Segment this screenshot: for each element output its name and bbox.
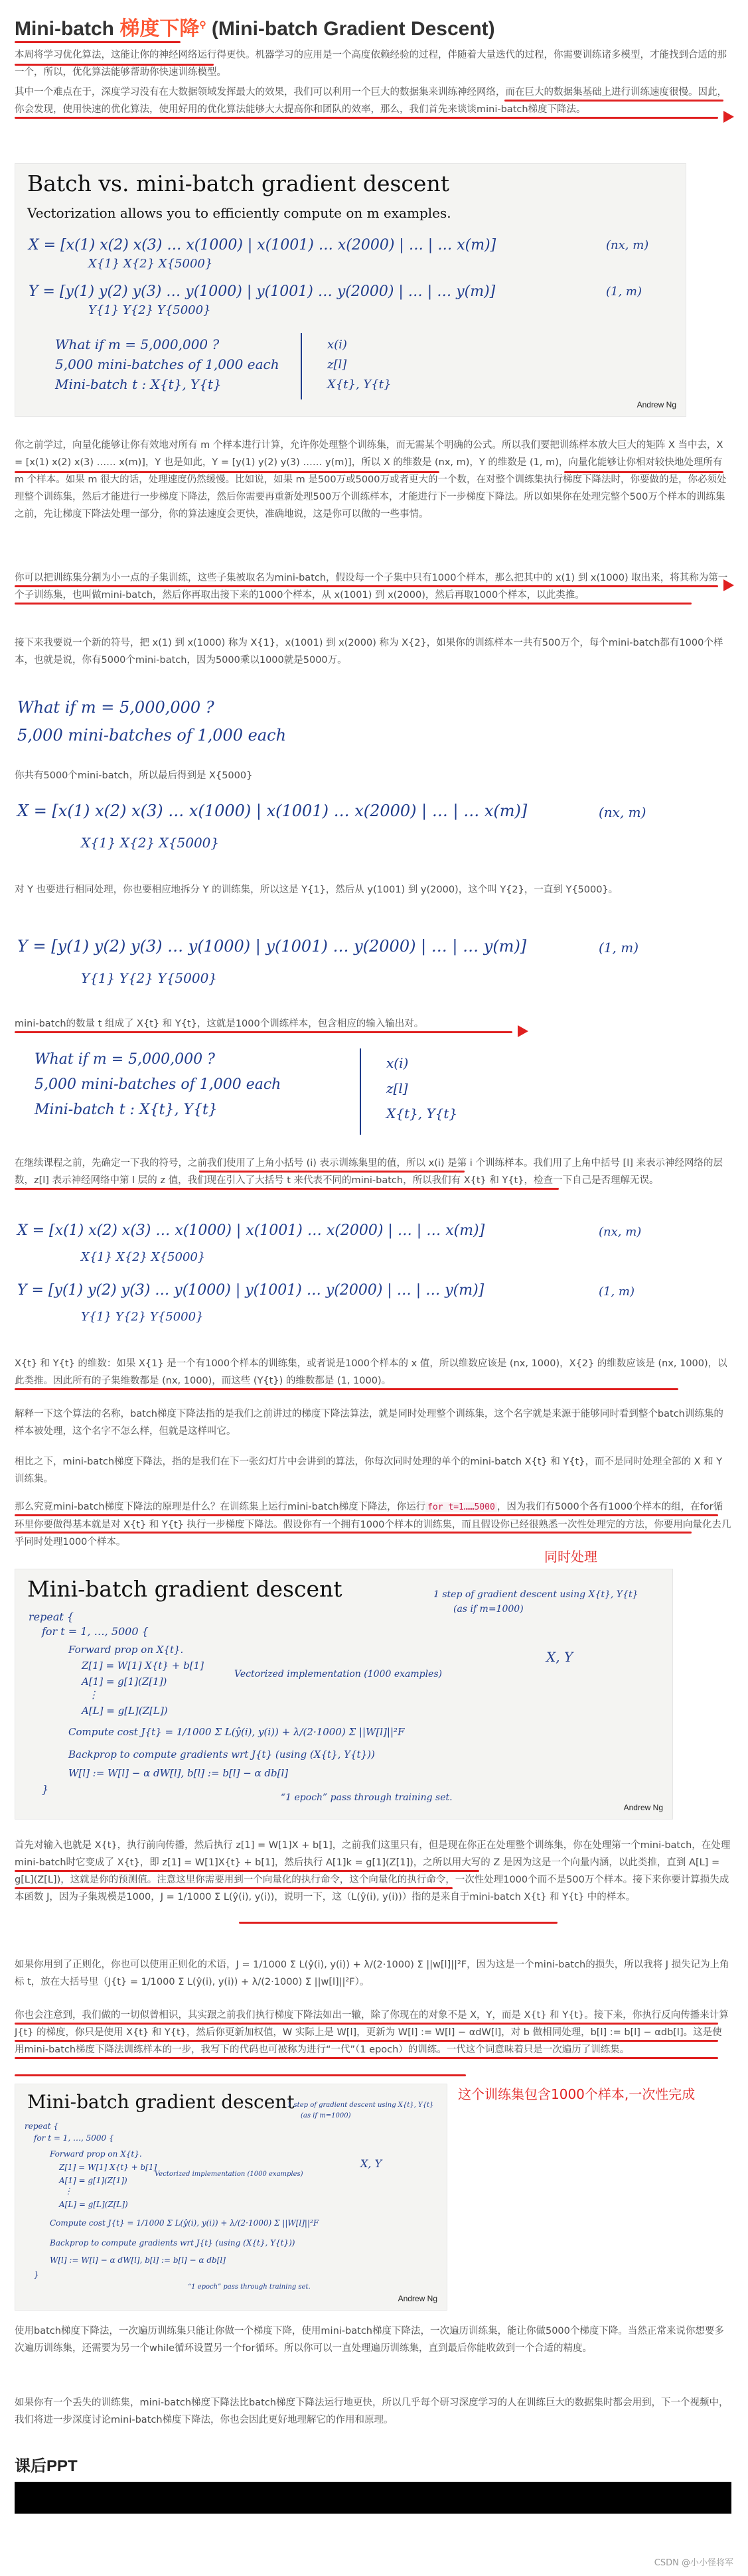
handwritten-line: for t = 1, …, 5000 { [42,1625,149,1638]
handwritten-side-note: Vectorized implementation (1000 examples) [155,2171,303,2178]
handwritten-line: X = [x(1) x(2) x(3) … x(1000) | x(1001) … x(2000) | … | … x(m)] [17,1222,485,1239]
handwritten-x-matrix: X = [x(1) x(2) x(3) … x(1000) | x(1001) … x(2000) | … | … x(m)] [29,237,496,253]
handwritten-line: (1, m) [599,1285,635,1299]
paragraph-difficulty: 其中一个难点在于，深度学习没有在大数据领域发挥最大的效果，我们可以利用一个巨大的数据集来训练神经网络，而在巨大的数据集基础上进行训练速度很慢。因此，你会发现，使用快速的优化算法，使用好用的优化算法能够大大提高你和团队的效率，那么，我们首先来谈谈mini-batch梯度下降法。 [15,87,727,115]
handwritten-line: A[L] = g[L](Z[L]) [59,2200,128,2209]
handwritten-line: for t = 1, …, 5000 { [34,2133,114,2143]
paragraph-notation: 接下来我要说一个新的符号，把 x(1) 到 x(1000) 称为 X{1}，x(1001) 到 x(2000) 称为 X{2}，如果你的训练样本一共有500万个，每个mini-batch都有1000个样本，也就是说，你有5000个mini-batch，因为5000乘以1000就是5000万。 [15,638,723,666]
paragraph-batch-name: 解释一下这个算法的名称，batch梯度下降法指的是我们之前讲过的梯度下降法算法，就是同时处理整个训练集，这个名字就是来源于能够同时看到整个batch训练集的样本被处理，这个名字不怎么样，但就是这样叫它。 [15,1409,723,1437]
handwritten-crop-y-matrix [15,929,678,1002]
red-underline [15,117,718,119]
handwritten-line: ⋮ [64,2186,72,2196]
handwritten-line: (nx, m) [599,804,646,820]
ppt-image-top [15,2482,731,2514]
handwritten-minibatches: 5,000 mini-batches of 1,000 each [55,356,279,372]
title-prefix: Mini-batch [15,18,120,40]
handwritten-side-note: “1 epoch” pass through training set. [281,1792,453,1803]
handwritten-line: A[1] = g[1](Z[1]) [82,1676,167,1687]
handwritten-line: Y = [y(1) y(2) y(3) … y(1000) | y(1001) … y(2000) | … | … y(m)] [17,937,527,956]
paragraph-minibatch-t: mini-batch的数量 t 组成了 X{t} 和 Y{t}，这就是1000个训练样本，包含相应的输入输出对。 [15,1019,424,1029]
annotation-simultaneous: 同时处理 [544,1549,597,1565]
paragraph-forward-prop: 首先对输入也就是 X{t}，执行前向传播，然后执行 z[1] = W[1]X + b[1]，之前我们这里只有，但是现在你正在处理整个训练集，你在处理第一个mini-batch，在处理mini-batch时它变成了 X{t}，即 z[1] = W[1]X{t} + b[1]，然后执行 A[1]k = g[1](Z[1])，之所以用大写的 Z 是因为这是一个向量内涵，以此类推，直到 A[L] = g[L](Z[L])，这就是你的预测值。注意这里你需要用到一个向量化的执行命令，这个向量化的执行命令，一次性处理1000个而不是500万个样本。接下来你要计算损失成本函数 J，因为子集规模是1000，J = 1/1000 Σ L(ŷ(i), y(i))，说明一下，这（L(ŷ(i), y(i))）指的是来自于mini-batch X{t} 和 Y{t} 中的样本。 [15,1840,731,1902]
red-underline [15,41,181,43]
section-heading-ppt: 课后PPT [15,2457,78,2475]
red-underline [239,1922,558,1924]
handwritten-line: What if m = 5,000,000 ? [35,1051,215,1068]
handwritten-line: Compute cost J{t} = 1/1000 Σ L(ŷ(i), y(i)) + λ/(2·1000) Σ ||W[l]||²F [68,1726,405,1738]
handwritten-line: Y{1} Y{2} Y{5000} [81,1310,204,1324]
annotation-each-set: 这个训练集包含1000个样本,一次性完成 [458,2086,696,2102]
handwritten-line: A[L] = g[L](Z[L]) [82,1705,168,1717]
handwritten-line: } [42,1783,49,1796]
slide-title: Mini-batch gradient descent [27,1576,342,1602]
handwritten-line: Compute cost J{t} = 1/1000 Σ L(ŷ(i), y(i)) + λ/(2·1000) Σ ||W[l]||²F [50,2218,319,2228]
divider-line [301,333,302,399]
red-underline [15,1532,692,1534]
handwritten-side-note: Vectorized implementation (1000 examples) [234,1669,442,1680]
handwritten-side-note: (as if m=1000) [453,1604,524,1614]
handwritten-line: (nx, m) [599,1225,642,1239]
handwritten-right-1: x(i) [327,338,347,352]
handwritten-x-labels: X{1} X{2} X{5000} [88,257,213,271]
inline-code-for-loop: for t=1……5000 [425,1502,497,1512]
handwritten-line: Mini-batch t : X{t}, Y{t} [35,1102,218,1118]
title-suffix: (Mini-batch Gradient Descent) [206,18,495,40]
handwritten-crop-what-if [15,691,346,758]
paragraph-update: 你也会注意到，我们做的一切似曾相识，其实跟之前我们执行梯度下降法如出一辙，除了你现在的对象不是 X，Y，而是 X{t} 和 Y{t}。接下来，你执行反向传播来计算 J{t} 的梯度，你只是使用 X{t} 和 Y{t}，然后你更新加权值，W 实际上是 W[l]，更新为 W[l] := W[l] − αdW[l]，对 b 做相同处理，b[l] := b[l] − αdb[l]。这是使用mini-batch梯度下降法训练样本的一步，我写下的代码也可被称为进行“一代”（1 epoch）的训练。一代这个词意味着只是一次遍历了训练集。 [15,2010,729,2055]
handwritten-crop-xy-matrices [15,1216,678,1348]
red-underline [15,1188,559,1190]
red-underline [15,1031,512,1033]
divider-line [360,1048,361,1135]
slide-credit: Andrew Ng [398,2294,437,2303]
red-underline [15,2057,718,2059]
red-underline [15,1514,718,1516]
handwritten-side-note: X, Y [546,1649,573,1665]
handwritten-line: W[l] := W[l] − α dW[l], b[l] := b[l] − α db[l] [50,2255,226,2265]
handwritten-line: 5,000 mini-batches of 1,000 each [17,726,287,745]
handwritten-right-2: z[l] [327,358,347,372]
handwritten-line: Backprop to compute gradients wrt J{t} (using (X{t}, Y{t})) [50,2238,295,2248]
handwritten-line: 5,000 mini-batches of 1,000 each [35,1076,281,1093]
paragraph-dimensions: X{t} 和 Y{t} 的维数：如果 X{1} 是一个有1000个样本的训练集，或者说是1000个样本的 x 值，所以维数应该是 (nx, 1000)，X{2} 的维数应该是 (nx, 1000)，以此类推。因此所有的子集维数都是 (nx, 1000)，而这些 (Y{t}) 的维数都是 (1, 1000)。 [15,1358,727,1386]
handwritten-line: } [34,2270,39,2279]
paragraph-algorithm [15,1498,731,1551]
slide-subtitle: Vectorization allows you to efficiently compute on m examples. [27,205,451,221]
red-underline [15,1887,453,1889]
handwritten-x-dim: (nx, m) [606,238,649,252]
red-underline [199,1171,465,1173]
handwritten-line: X{1} X{2} X{5000} [81,1250,206,1264]
handwritten-what-if: What if m = 5,000,000 ? [55,336,220,352]
red-underline [15,585,718,587]
handwritten-line: repeat { [29,1610,74,1623]
handwritten-line: z[l] [386,1080,408,1096]
slide-minibatch-gd-1 [15,1569,673,1820]
handwritten-right-3: X{t}, Y{t} [327,378,392,392]
handwritten-line: What if m = 5,000,000 ? [17,698,214,717]
paragraph-symbols: 在继续课程之前，先确定一下我的符号，之前我们使用了上角小括号 (i) 表示训练集里的值，所以 x(i) 是第 i 个训练样本。我们用了上角中括号 [l] 来表示神经网络的层数，z[l] 表示神经网络中第 l 层的 z 值，我们现在引入了大括号 t 来代表不同的mini-batch，所以我们有 X{t} 和 Y{t}，检查一下自己是否理解无误。 [15,1158,723,1186]
article-title [15,12,495,41]
red-underline [15,471,439,473]
csdn-watermark: CSDN @小小怪将军 [654,2558,733,2568]
handwritten-line: X{t}, Y{t} [386,1106,458,1121]
handwritten-line: X = [x(1) x(2) x(3) … x(1000) | x(1001) … x(2000) | … | … x(m)] [17,802,528,820]
handwritten-line: ⋮ [88,1689,98,1701]
slide-credit: Andrew Ng [636,400,676,409]
handwritten-y-dim: (1, m) [606,285,642,299]
handwritten-line: Z[1] = W[1] X{t} + b[1] [59,2163,157,2172]
red-underline [15,603,692,605]
handwritten-crop-x-matrix [15,794,678,873]
handwritten-side-note: 1 step of gradient descent using X{t}, Y{t} [433,1589,638,1600]
paragraph-5000: 你共有5000个mini-batch，所以最后得到是 X{5000} [15,770,253,781]
handwritten-line: Forward prop on X{t}. [68,1644,184,1656]
handwritten-side-note: 1 step of gradient descent using X{t}, Y{t} [287,2102,434,2109]
paragraph-y-split: 对 Y 也要进行相同处理，你也要相应地拆分 Y 的训练集，所以这是 Y{1}，然后从 y(1001) 到 y(2000)，这个叫 Y{2}，一直到 Y{5000}。 [15,885,619,895]
red-arrow [723,579,734,591]
paragraph-compare: 相比之下，mini-batch梯度下降法，指的是我们在下一张幻灯片中会讲到的算法，你每次同时处理的单个的mini-batch X{t} 和 Y{t}，而不是同时处理全部的 X 和 Y 训练集。 [15,1457,723,1484]
handwritten-side-note: X, Y [360,2157,382,2170]
paragraph-conclusion: 如果你有一个丢失的训练集，mini-batch梯度下降法比batch梯度下降法运行地更快，所以几乎每个研习深度学习的人在训练巨大的数据集时都会用到，下一个视频中，我们将进一步深度讨论mini-batch梯度下降法，你也会因此更好地理解它的作用和原理。 [15,2397,729,2425]
paragraph-vectorization: 你之前学过，向量化能够让你有效地对所有 m 个样本进行计算，允许你处理整个训练集，而无需某个明确的公式。所以我们要把训练样本放大巨大的矩阵 X 当中去，X = [x(1) x(2) x(3) …… x(m)]，Y 也是如此，Y = [y(1) y(2) y(3) …… y(m)]，所以 X 的维数是 (nx, m)，Y 的维数是 (1, m)，向量化能够让你相对较快地处理所有 m 个样本。如果 m 很大的话，处理速度仍然缓慢。比如说，如果 m 是500万或5000万或者更大的一个数，在对整个训练集执行梯度下降法时，你要做的是，你必须处理整个训练集，然后才能进行一步梯度下降法，然后你需要再重新处理500万个训练样本，才能进行下一步梯度下降法。所以如果你在处理完整个500万个样本的训练集之前，先让梯度下降法处理一部分，你的算法速度会更快，准确地说，这是你可以做的一些事情。 [15,440,727,520]
paragraph-split: 你可以把训练集分割为小一点的子集训练，这些子集被取名为mini-batch，假设每一个子集中只有1000个样本，那么把其中的 x(1) 到 x(1000) 取出来，将其称为第一个子训练集，也叫做mini-batch，然后你再取出接下来的1000个样本，从 x(1001) 到 x(2000)，然后再取1000个样本，以此类推。 [15,573,728,601]
handwritten-line: A[1] = g[1](Z[1]) [59,2176,127,2185]
slide-title: Batch vs. mini-batch gradient descent [27,171,449,196]
handwritten-line: repeat { [25,2121,59,2131]
search-icon[interactable]: ⚲ [199,19,206,30]
handwritten-line: Y = [y(1) y(2) y(3) … y(1000) | y(1001) … y(2000) | … | … y(m)] [17,1282,485,1299]
handwritten-side-note: “1 epoch” pass through training set. [188,2283,311,2291]
paragraph-algorithm-b: ，因为我们有5000个各有1000个样本的组，在for循环里你要做得基本就是对 X{t} 和 Y{t} 执行一步梯度下降法。假设你有一个拥有1000个样本的训练集，而且假设你已经很熟悉一次性处理完的方法，你要用向量化去几乎同时处理1000个样本。 [15,1502,731,1547]
handwritten-y-labels: Y{1} Y{2} Y{5000} [88,303,211,317]
handwritten-line: W[l] := W[l] − α dW[l], b[l] := b[l] − α db[l] [68,1767,289,1779]
red-underline [15,2074,466,2076]
handwritten-line: Backprop to compute gradients wrt J{t} (using (X{t}, Y{t})) [68,1749,375,1760]
paragraph-epoch: 使用batch梯度下降法，一次遍历训练集只能让你做一个梯度下降，使用mini-batch梯度下降法，一次遍历训练集，能让你做5000个梯度下降。当然正常来说你想要多次遍历训练集，还需要为另一个while循环设置另一个for循环。所以你可以一直处理遍历训练集，直到最后你能收敛到一个合适的精度。 [15,2326,724,2354]
handwritten-line: X{1} X{2} X{5000} [81,835,220,851]
red-arrow [723,111,734,123]
red-underline [15,1388,678,1390]
red-underline [504,100,723,102]
slide-batch-vs-minibatch [15,163,686,417]
red-underline [15,64,214,66]
paragraph-regularization: 如果你用到了正则化，你也可以使用正则化的术语，J = 1/1000 Σ L(ŷ(i), y(i)) + λ/(2·1000) Σ ||w[l]||²F，因为这是一个mini-batch的损失，所以我将 J 损失记为上角标 t，放在大括号里（J{t} = 1/1000 Σ L(ŷ(i), y(i)) + λ/(2·1000) Σ ||w[l]||²F）。 [15,1960,729,1987]
red-underline [15,2040,718,2042]
title-highlight-link[interactable]: 梯度下降 [119,18,200,40]
handwritten-minibatch-t: Mini-batch t : X{t}, Y{t} [55,376,222,392]
red-underline [564,471,723,473]
handwritten-line: (1, m) [599,940,639,956]
handwritten-line: x(i) [386,1055,409,1071]
handwritten-side-note: (as if m=1000) [301,2112,351,2119]
handwritten-line: Y{1} Y{2} Y{5000} [81,970,218,986]
slide-minibatch-gd-2 [15,2084,447,2311]
handwritten-line: Forward prop on X{t}. [50,2149,142,2159]
paragraph-algorithm-a: 那么究竟mini-batch梯度下降法的原理是什么？在训练集上运行mini-batch梯度下降法，你运行 [15,1502,426,1512]
red-underline [15,2023,718,2025]
red-underline [15,1870,479,1872]
paragraph-intro: 本周将学习优化算法，这能让你的神经网络运行得更快。机器学习的应用是一个高度依赖经验的过程，伴随着大量迭代的过程，你需要训练诸多模型，才能找到合适的那一个，所以，优化算法能够帮助你快速训练模型。 [15,50,727,78]
handwritten-line: Z[1] = W[1] X{t} + b[1] [82,1660,204,1672]
slide-title: Mini-batch gradient descent [27,2091,295,2113]
red-arrow [518,1025,528,1037]
handwritten-crop-notation [15,1042,678,1141]
handwritten-y-matrix: Y = [y(1) y(2) y(3) … y(1000) | y(1001) … y(2000) | … | … y(m)] [29,283,496,300]
slide-credit: Andrew Ng [623,1803,663,1812]
